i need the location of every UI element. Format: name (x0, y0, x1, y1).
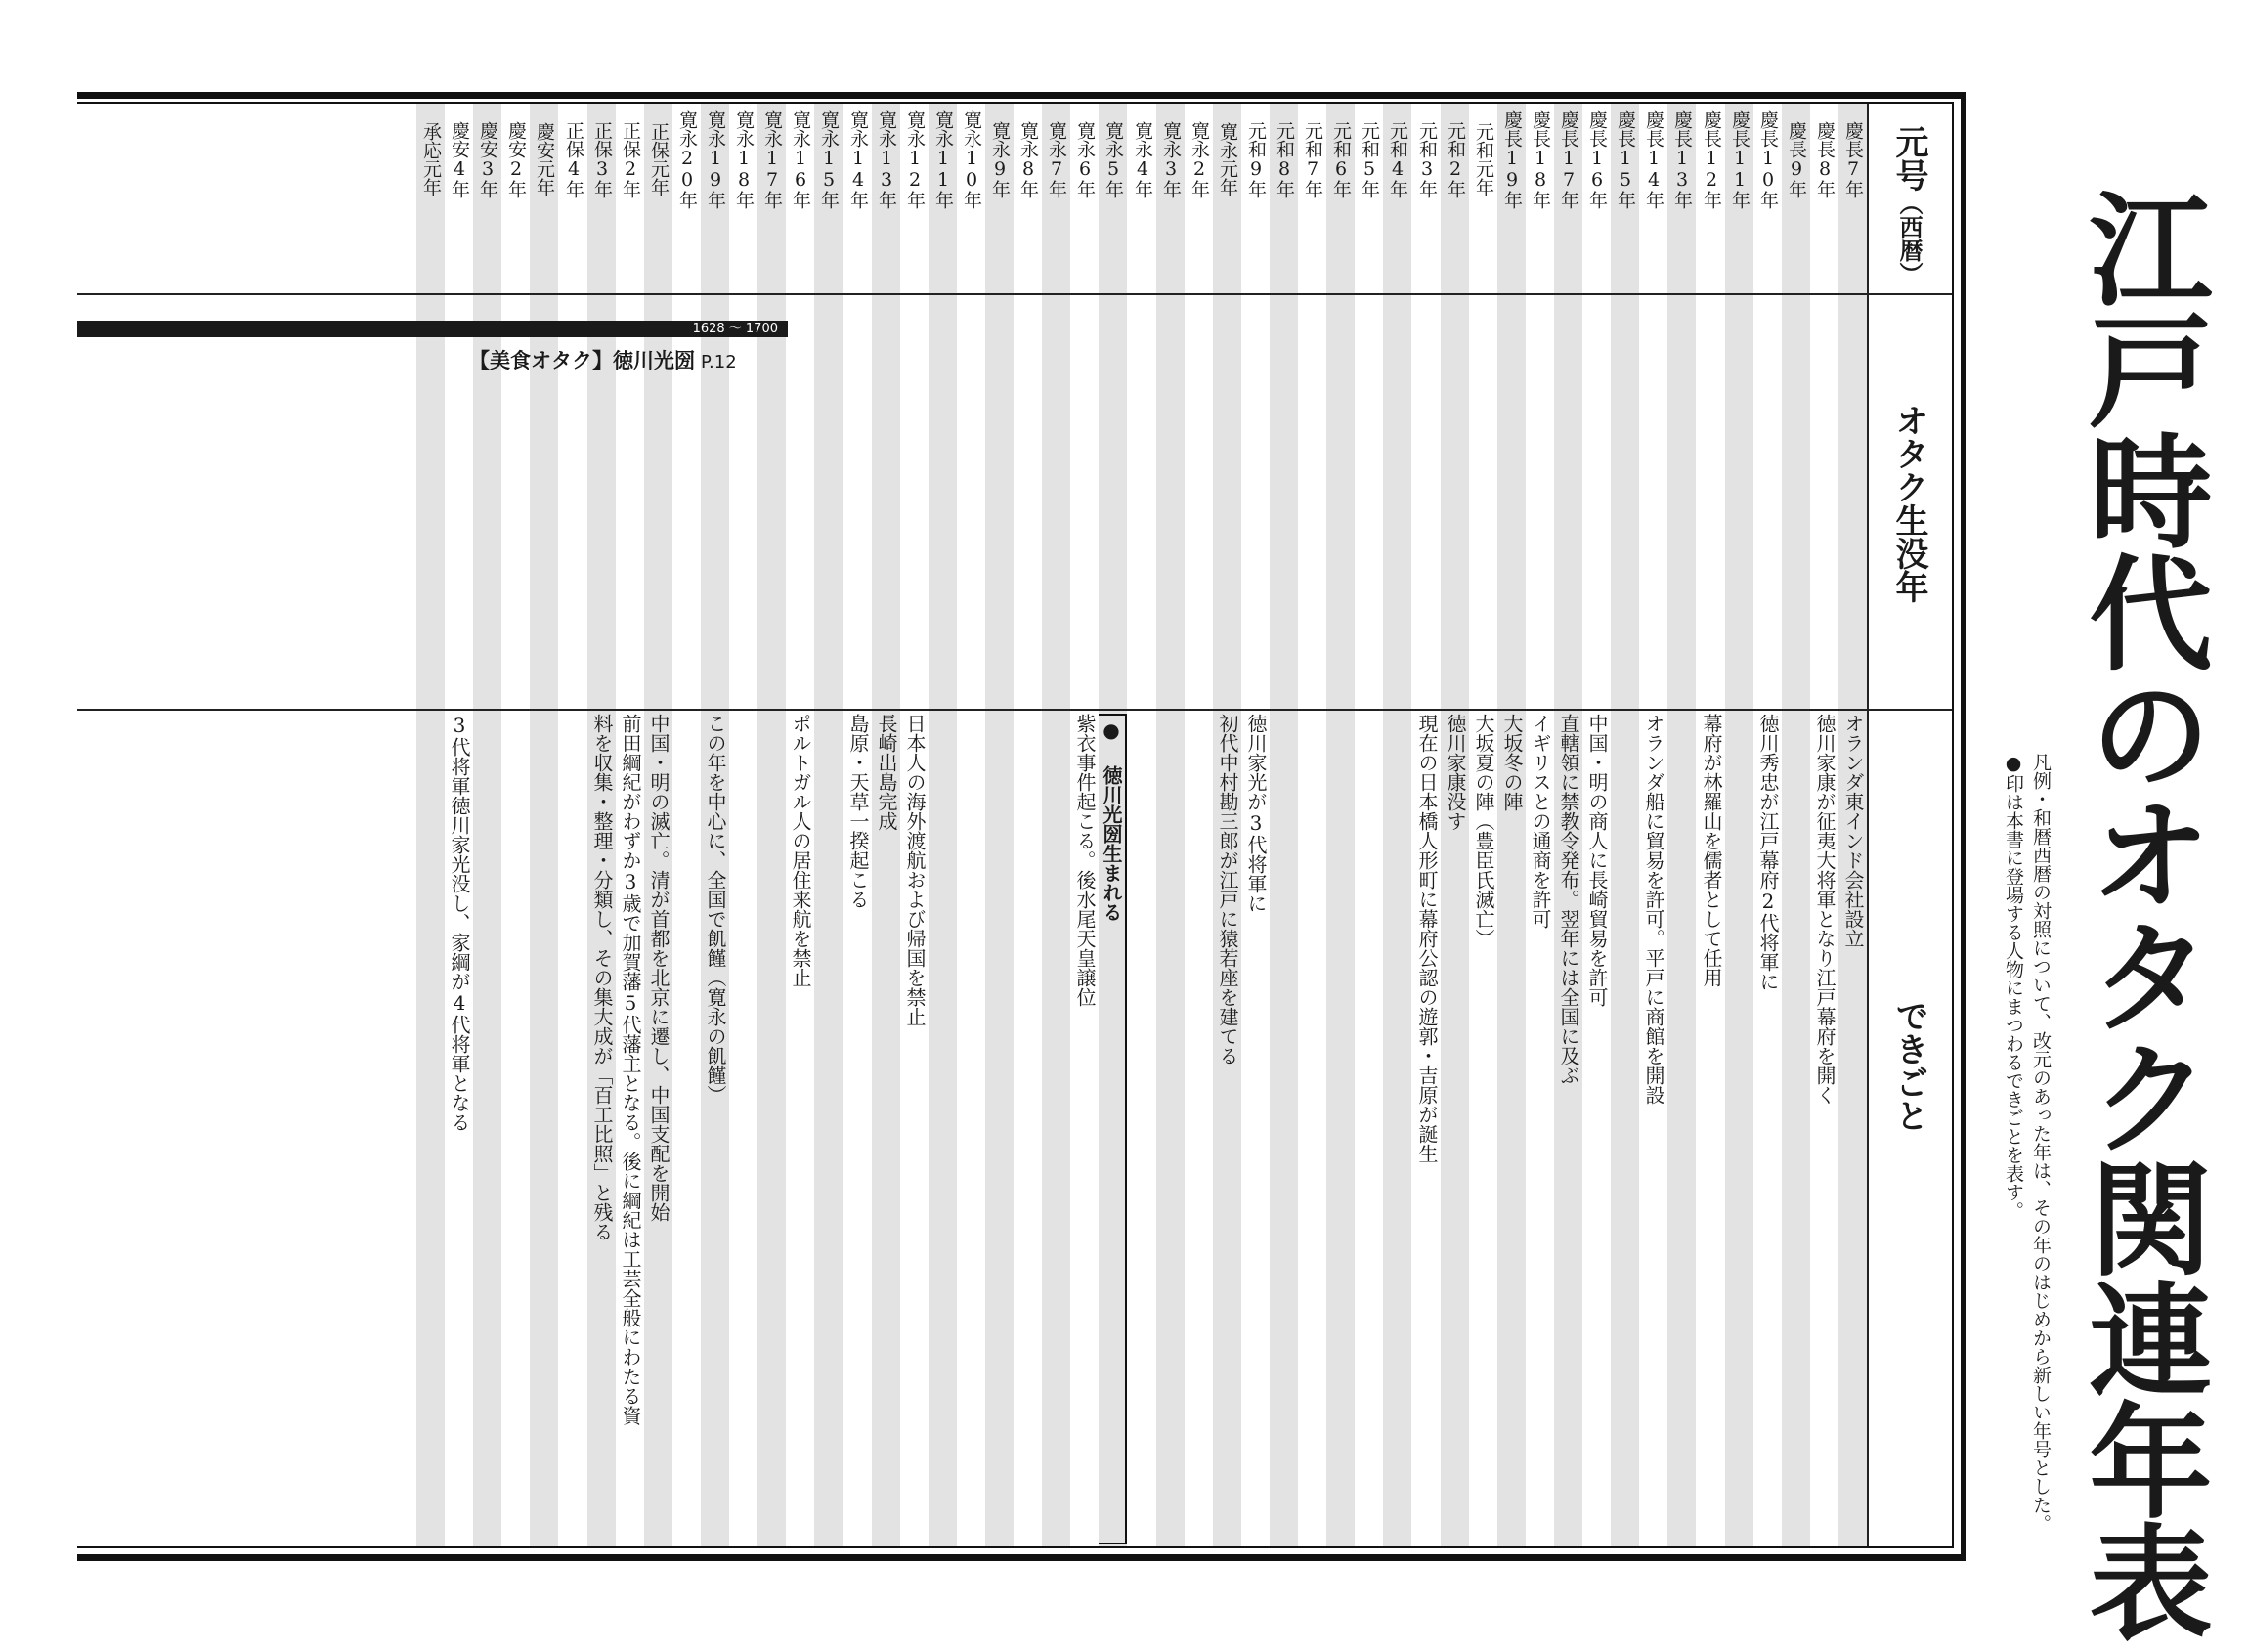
era-cell (1298, 108, 1326, 291)
era-cell (1554, 108, 1582, 291)
divider (77, 293, 1952, 295)
era-cell (1128, 108, 1156, 291)
event-cell (1526, 714, 1554, 1544)
event-text: 島原・天草一揆起こる (846, 714, 870, 909)
era-cell (1667, 108, 1696, 291)
era-cell (530, 108, 558, 291)
event-text: 幕府が林羅山を儒者として任用 (1700, 714, 1723, 987)
era-cell (587, 108, 616, 291)
era-cell (501, 108, 530, 291)
era-name: 寛永15年 (818, 109, 840, 209)
column-stripe (1667, 104, 1696, 1546)
divider (77, 1546, 1954, 1548)
era-name: 元和7年 (1302, 120, 1323, 198)
era-name: 元和9年 (1245, 120, 1267, 198)
page-title: 江戸時代のオタク関連年表 (2069, 186, 2213, 1640)
era-name: 寛永5年 (1102, 120, 1124, 198)
event-cell (1639, 714, 1667, 1544)
era-cell (985, 108, 1014, 291)
era-cell (1639, 108, 1667, 291)
event-badge: ● 徳川光圀生まれる (1099, 714, 1127, 1544)
event-text: 中国・明の商人に長崎貿易を許可 (1585, 714, 1609, 1007)
header-otaku: オタク生没年 (1889, 404, 1928, 603)
divider (1952, 102, 1954, 1548)
era-cell (1611, 108, 1639, 291)
era-cell (929, 108, 957, 291)
era-cell (1810, 108, 1838, 291)
era-name: 寛永13年 (876, 109, 897, 209)
era-name: 寛永17年 (761, 109, 783, 209)
era-name: 慶長8年 (1814, 120, 1836, 198)
divider (77, 709, 1952, 711)
era-name: 寛永9年 (989, 120, 1011, 198)
header-era-note: （西暦） (1895, 192, 1923, 285)
era-name: 寛永7年 (1046, 120, 1067, 198)
era-name: 寛永10年 (961, 109, 982, 209)
era-name: 慶長15年 (1615, 109, 1636, 209)
event-cell (786, 714, 814, 1544)
event-cell (1469, 714, 1497, 1544)
era-cell (1782, 108, 1810, 291)
era-cell (1412, 108, 1441, 291)
header-events: できごと (1889, 999, 1928, 1132)
divider (1867, 104, 1869, 1546)
era-cell (729, 108, 757, 291)
column-stripe (1270, 104, 1298, 1546)
era-cell (1099, 108, 1127, 291)
header-era (1875, 117, 1943, 293)
column-stripe (1383, 104, 1411, 1546)
era-name: 寛永2年 (1189, 120, 1210, 198)
era-name: 慶長14年 (1643, 109, 1664, 209)
event-text: 中国・明の滅亡。清が首都を北京に遷し、中国支配を開始 (647, 714, 670, 1222)
event-text: オランダ東インド会社設立 (1841, 714, 1865, 948)
era-name: 寛永18年 (733, 109, 755, 209)
era-cell (1156, 108, 1185, 291)
era-cell (1725, 108, 1753, 291)
event-text: 徳川家光が3代将軍に (1244, 714, 1268, 913)
era-cell (416, 108, 445, 291)
era-name: 慶長12年 (1701, 109, 1722, 209)
era-name: 寛永4年 (1132, 120, 1153, 198)
era-name: 寛永20年 (676, 109, 698, 209)
event-cell (1213, 714, 1241, 1544)
event-cell (1697, 714, 1725, 1544)
legend-line: 凡例・和暦西暦の対照について、改元のあった年は、その年のはじめから新しい年号とした。 (2030, 753, 2052, 1533)
event-cell (1582, 714, 1611, 1544)
era-name: 元和元年 (1473, 122, 1494, 196)
era-name: 元和8年 (1274, 120, 1295, 198)
event-cell (1497, 714, 1526, 1544)
column-stripe (814, 104, 843, 1546)
event-text: 直轄領に禁教令発布。翌年には全国に及ぶ (1557, 714, 1580, 1085)
event-text: 日本人の海外渡航および帰国を禁止 (903, 714, 927, 1026)
era-cell (1582, 108, 1611, 291)
era-name: 正保元年 (648, 122, 670, 196)
era-cell (872, 108, 900, 291)
event-cell (1810, 714, 1838, 1544)
era-cell (1270, 108, 1298, 291)
era-name: 慶長19年 (1501, 109, 1523, 209)
era-cell (957, 108, 985, 291)
event-text: 料を収集・整理・分類し、その集大成が「百工比照」と残る (590, 714, 614, 1241)
era-name: 承応元年 (420, 122, 442, 196)
era-cell (644, 108, 672, 291)
event-cell (843, 714, 872, 1544)
lifespan-range: 1628 〜 1700 (692, 322, 778, 336)
legend (1976, 753, 2054, 1554)
era-name: 慶長18年 (1530, 109, 1551, 209)
event-text: 徳川家康没す (1444, 714, 1467, 831)
era-cell (843, 108, 872, 291)
era-name: 寛永8年 (1017, 120, 1039, 198)
event-text: オランダ船に貿易を許可。平戸に商館を開設 (1642, 714, 1665, 1105)
header-era-label: 元号 (1889, 125, 1928, 192)
era-cell (786, 108, 814, 291)
era-name: 慶安元年 (534, 122, 555, 196)
era-cell (1241, 108, 1270, 291)
era-name: 寛永11年 (932, 109, 954, 209)
era-cell (1441, 108, 1469, 291)
era-name: 元和3年 (1416, 120, 1438, 198)
event-cell (1241, 714, 1270, 1544)
era-name: 寛永3年 (1160, 120, 1182, 198)
era-cell (900, 108, 929, 291)
era-cell (757, 108, 786, 291)
column-stripe (1782, 104, 1810, 1546)
event-cell (587, 714, 616, 1544)
era-name: 慶安4年 (449, 120, 470, 198)
era-name: 元和4年 (1387, 120, 1408, 198)
column-stripe (1042, 104, 1070, 1546)
era-name: 正保2年 (620, 120, 641, 198)
era-name: 慶長7年 (1842, 120, 1864, 198)
era-cell (1469, 108, 1497, 291)
lifespan-name: 【美食オタク】徳川光圀 (469, 349, 695, 372)
event-cell (701, 714, 729, 1544)
era-cell (445, 108, 473, 291)
event-cell (445, 714, 473, 1544)
era-cell (1042, 108, 1070, 291)
era-cell (1326, 108, 1355, 291)
era-name: 寛永6年 (1074, 120, 1096, 198)
era-cell (616, 108, 644, 291)
event-text: 徳川家康が征夷大将軍となり江戸幕府を開く (1813, 714, 1837, 1105)
era-cell (1185, 108, 1213, 291)
era-cell (814, 108, 843, 291)
era-name: 寛永元年 (1217, 122, 1238, 196)
era-cell (559, 108, 587, 291)
era-name: 正保4年 (563, 120, 584, 198)
event-text: 大坂夏の陣（豊臣氏滅亡） (1472, 714, 1495, 948)
era-name: 慶長9年 (1786, 120, 1807, 198)
event-text: 前田綱紀がわずか3歳で加賀藩5代藩主となる。後に綱紀は工芸全般にわたる資 (619, 714, 642, 1425)
era-name: 慶安3年 (477, 120, 498, 198)
era-cell (701, 108, 729, 291)
event-cell (900, 714, 929, 1544)
event-cell (872, 714, 900, 1544)
lifespan-bar (77, 321, 788, 337)
event-cell (1753, 714, 1782, 1544)
era-name: 慶長10年 (1757, 109, 1779, 209)
event-cell (1441, 714, 1469, 1544)
era-cell (1497, 108, 1526, 291)
event-text: イギリスとの通商を許可 (1529, 714, 1552, 929)
era-cell (1355, 108, 1383, 291)
lifespan-page: P.12 (701, 352, 737, 372)
era-name: 寛永12年 (904, 109, 926, 209)
era-name: 元和6年 (1330, 120, 1352, 198)
event-text: 徳川秀忠が江戸幕府2代将軍に (1756, 714, 1780, 991)
era-name: 慶長13年 (1671, 109, 1693, 209)
era-name: 寛永16年 (790, 109, 811, 209)
era-name: 正保3年 (591, 120, 613, 198)
event-text: ポルトガル人の居住来航を禁止 (789, 714, 812, 987)
event-text: 紫衣事件起こる。後水尾天皇譲位 (1073, 714, 1097, 1007)
event-cell (1070, 714, 1099, 1544)
era-cell (1526, 108, 1554, 291)
event-cell (1412, 714, 1441, 1544)
event-cell (644, 714, 672, 1544)
event-text: 3代将軍徳川家光没し、家綱が4代将軍となる (448, 714, 471, 1132)
era-cell (1753, 108, 1782, 291)
era-name: 慶長16年 (1586, 109, 1608, 209)
era-cell (473, 108, 501, 291)
era-cell (672, 108, 701, 291)
column-stripe (1611, 104, 1639, 1546)
event-text: 大坂冬の陣 (1500, 714, 1524, 811)
event-cell (1554, 714, 1582, 1544)
era-name: 慶安2年 (505, 120, 527, 198)
event-text: この年を中心に、全国で飢饉（寛永の飢饉） (704, 714, 727, 1105)
event-cell (1099, 714, 1127, 1544)
era-cell (1014, 108, 1042, 291)
era-cell (1383, 108, 1411, 291)
era-name: 元和5年 (1359, 120, 1380, 198)
era-cell (1697, 108, 1725, 291)
era-cell (1070, 108, 1099, 291)
era-name: 慶長17年 (1558, 109, 1579, 209)
event-cell (1838, 714, 1867, 1544)
column-stripe (1725, 104, 1753, 1546)
era-cell (1213, 108, 1241, 291)
column-stripe (1326, 104, 1355, 1546)
era-name: 寛永14年 (847, 109, 869, 209)
column-stripe (985, 104, 1014, 1546)
column-stripe (1156, 104, 1185, 1546)
era-name: 元和2年 (1445, 120, 1466, 198)
event-cell (616, 714, 644, 1544)
event-text: 現在の日本橋人形町に幕府公認の遊郭・吉原が誕生 (1415, 714, 1439, 1163)
column-stripe (929, 104, 957, 1546)
event-text: 長崎出島完成 (875, 714, 898, 831)
era-name: 寛永19年 (705, 109, 726, 209)
era-cell (1838, 108, 1867, 291)
legend-line: ●印は本書に登場する人物にまつわるできごとを表す。 (2003, 753, 2024, 1220)
event-text: 初代中村勘三郎が江戸に猿若座を建てる (1216, 714, 1239, 1065)
era-name: 慶長11年 (1729, 109, 1751, 209)
lifespan-label (469, 345, 737, 374)
